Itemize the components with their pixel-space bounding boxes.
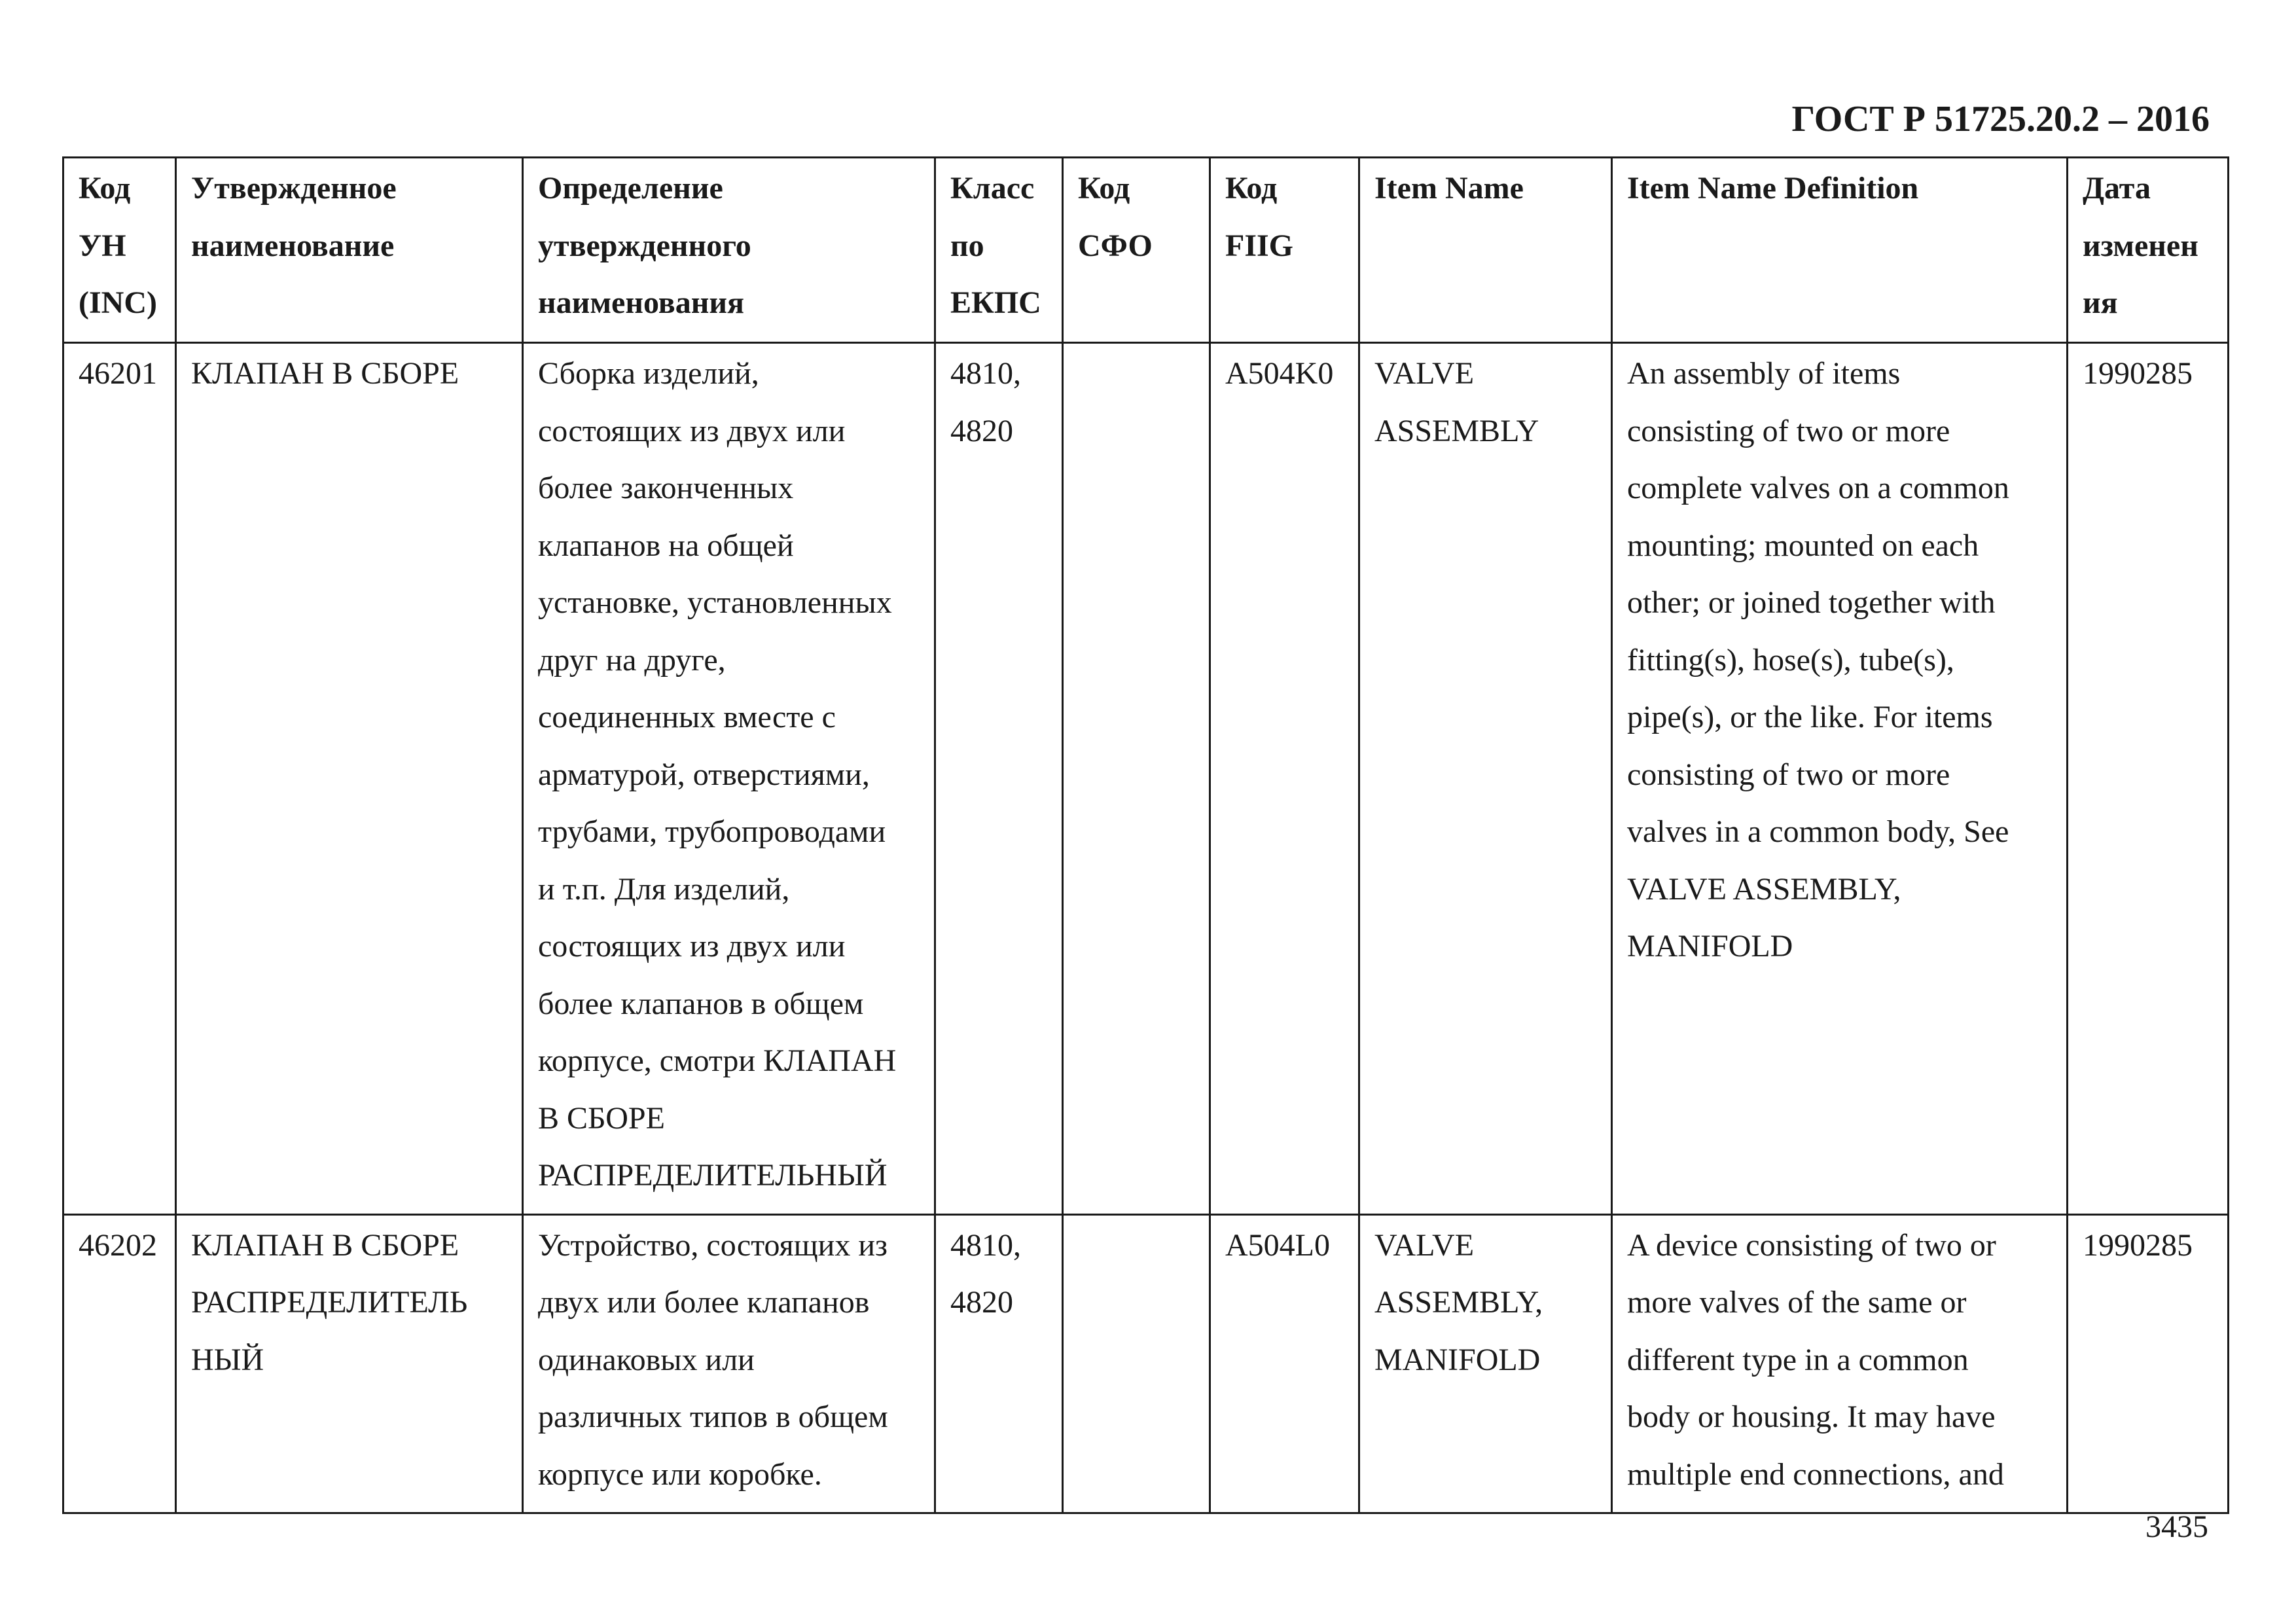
cell-line: VALVE ASSEMBLY, — [1627, 871, 1901, 907]
cell-approved-name-definition — [523, 1214, 935, 1513]
cell-line: Item Name — [1374, 171, 1524, 206]
cell-item-name-definition — [1612, 343, 2068, 1215]
cell-line: Item Name Definition — [1627, 171, 1919, 206]
cell-line: СФО — [1078, 228, 1153, 263]
cell-line: 46201 — [79, 356, 157, 391]
cell-line: 1990285 — [2083, 356, 2193, 391]
col-header-approved-name-definition — [523, 158, 935, 343]
cell-line: Код — [1078, 171, 1130, 206]
cell-line: утвержденного — [538, 228, 751, 263]
cell-fiig-code — [1210, 343, 1359, 1215]
cell-line: друг на друге, — [538, 642, 726, 677]
cell-line: УН — [79, 228, 126, 263]
cell-line: 1990285 — [2083, 1227, 2193, 1263]
col-header-item-name — [1359, 158, 1612, 343]
cell-line: A device consisting of two or — [1627, 1227, 1996, 1263]
col-header-approved-name — [176, 158, 523, 343]
cell-sfo-code — [1063, 1214, 1210, 1513]
cell-line: 4810, — [950, 1227, 1021, 1263]
cell-line: соединенных вместе с — [538, 700, 836, 734]
cell-line: наименование — [191, 228, 395, 263]
cell-line: и т.п. Для изделий, — [538, 871, 790, 907]
cell-line: арматурой, отверстиями, — [538, 757, 870, 792]
col-header-ekps-class — [935, 158, 1063, 343]
cell-line: корпусе или коробке. — [538, 1456, 822, 1492]
cell-line: multiple end connections, and — [1627, 1456, 2004, 1492]
cell-ekps-class — [935, 343, 1063, 1215]
cell-line: КЛАПАН В СБОРЕ — [191, 1227, 459, 1263]
cell-change-date — [2068, 343, 2229, 1215]
cell-line: ASSEMBLY — [1374, 413, 1539, 448]
cell-sfo-code — [1063, 343, 1210, 1215]
cell-inc — [63, 343, 176, 1215]
cell-line: КЛАПАН В СБОРЕ — [191, 356, 459, 391]
cell-line: состоящих из двух или — [538, 929, 846, 964]
cell-line: изменен — [2083, 228, 2198, 263]
col-header-change-date — [2068, 158, 2229, 343]
cell-line: НЫЙ — [191, 1342, 264, 1377]
cell-line: состоящих из двух или — [538, 413, 846, 448]
col-header-sfo-code — [1063, 158, 1210, 343]
cell-line: Определение — [538, 171, 723, 206]
cell-line: ASSEMBLY, — [1374, 1285, 1543, 1320]
cell-line: valves in a common body, See — [1627, 814, 2009, 849]
cell-line: РАСПРЕДЕЛИТЕЛЬ — [191, 1285, 468, 1320]
cell-line: Утвержденное — [191, 171, 397, 206]
cell-line: наименования — [538, 285, 744, 320]
cell-line: по — [950, 228, 984, 263]
cell-line: РАСПРЕДЕЛИТЕЛЬНЫЙ — [538, 1158, 888, 1193]
cell-fiig-code — [1210, 1214, 1359, 1513]
cell-line: более клапанов в общем — [538, 986, 864, 1021]
cell-line: трубами, трубопроводами — [538, 814, 886, 849]
cell-line: body or housing. It may have — [1627, 1399, 1996, 1434]
cell-approved-name-definition — [523, 343, 935, 1215]
cell-line: MANIFOLD — [1374, 1342, 1541, 1377]
cell-line: pipe(s), or the like. For items — [1627, 700, 1993, 734]
cell-line: установке, установленных — [538, 585, 892, 620]
cell-line: Сборка изделий, — [538, 356, 759, 391]
cell-change-date — [2068, 1214, 2229, 1513]
cell-line: Код — [79, 171, 131, 206]
cell-item-name — [1359, 343, 1612, 1215]
document-header: ГОСТ Р 51725.20.2 – 2016 — [1791, 99, 2210, 139]
cell-line: VALVE — [1374, 356, 1475, 391]
cell-line: Дата — [2083, 171, 2151, 206]
cell-line: клапанов на общей — [538, 528, 794, 563]
col-header-fiig-code — [1210, 158, 1359, 343]
cell-line: Устройство, состоящих из — [538, 1227, 888, 1263]
cell-line: корпусе, смотри КЛАПАН — [538, 1043, 897, 1078]
cell-line: различных типов в общем — [538, 1399, 888, 1434]
col-header-item-name-definition — [1612, 158, 2068, 343]
cell-item-name-definition — [1612, 1214, 2068, 1513]
cell-line: 4810, — [950, 356, 1021, 391]
cell-line: 4820 — [950, 1285, 1013, 1320]
cell-line: FIIG — [1225, 228, 1294, 263]
cell-line: fitting(s), hose(s), tube(s), — [1627, 642, 1954, 677]
table-row — [63, 1214, 2229, 1513]
cell-line: двух или более клапанов — [538, 1285, 870, 1320]
cell-item-name — [1359, 1214, 1612, 1513]
cell-line: Класс — [950, 171, 1035, 206]
cell-line: different type in a common — [1627, 1342, 1969, 1377]
table-row — [63, 343, 2229, 1215]
cell-line: 4820 — [950, 413, 1013, 448]
cell-line: одинаковых или — [538, 1342, 755, 1377]
cell-line: VALVE — [1374, 1227, 1475, 1263]
cell-line: A504K0 — [1225, 356, 1334, 391]
cell-line: A504L0 — [1225, 1227, 1330, 1263]
cell-line: MANIFOLD — [1627, 929, 1793, 964]
cell-line: более законченных — [538, 471, 794, 505]
cell-approved-name — [176, 1214, 523, 1513]
cell-ekps-class — [935, 1214, 1063, 1513]
cell-line: complete valves on a common — [1627, 471, 2009, 505]
cell-line: consisting of two or more — [1627, 757, 1950, 792]
cell-line: ия — [2083, 285, 2118, 320]
col-header-inc — [63, 158, 176, 343]
cell-line: (INC) — [79, 285, 157, 320]
catalog-table — [62, 156, 2229, 1514]
cell-line: An assembly of items — [1627, 356, 1901, 391]
cell-approved-name — [176, 343, 523, 1215]
table-header-row — [63, 158, 2229, 343]
cell-line: В СБОРЕ — [538, 1100, 665, 1136]
cell-line: mounting; mounted on each — [1627, 528, 1979, 563]
cell-line: ЕКПС — [950, 285, 1041, 320]
cell-line: Код — [1225, 171, 1278, 206]
page-number: 3435 — [2145, 1509, 2208, 1544]
cell-inc — [63, 1214, 176, 1513]
cell-line: more valves of the same or — [1627, 1285, 1967, 1320]
cell-line: 46202 — [79, 1227, 157, 1263]
cell-line: consisting of two or more — [1627, 413, 1950, 448]
cell-line: other; or joined together with — [1627, 585, 1996, 620]
